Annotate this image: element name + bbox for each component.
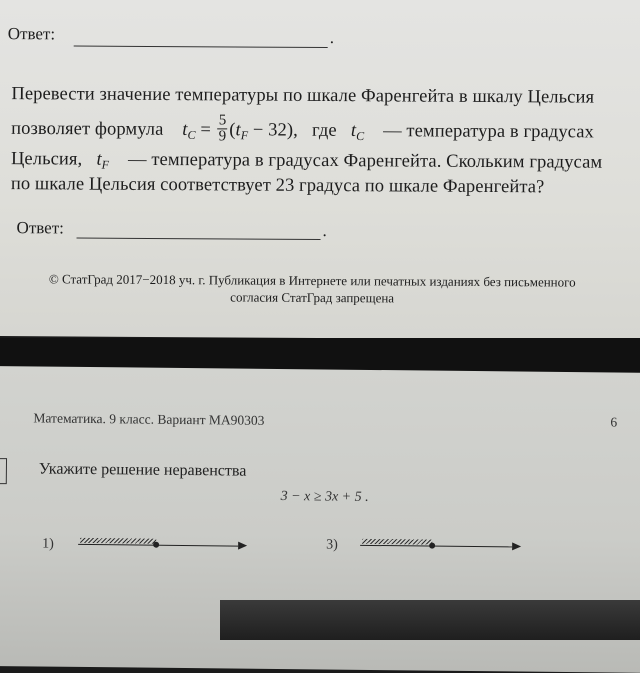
task-text: Укажите решение неравенства (38, 460, 247, 480)
problem-line-4: по шкале Цельсия соответствует 23 градуса по шкале Фаренгейта? (10, 174, 545, 198)
answer-line-bottom[interactable] (77, 238, 321, 240)
problem-line-3-rest: — температура в градусах Фаренгейта. Скольким градусам (128, 149, 603, 173)
formula-paren-open: ( (229, 120, 236, 141)
task-number-box (0, 458, 7, 484)
formula-sub-c: C (187, 127, 196, 142)
option-3-number-line (360, 545, 512, 548)
formula-t-f: t (235, 120, 241, 141)
option-3-hatch (362, 539, 432, 545)
fraction-denominator: 9 (218, 128, 227, 145)
laptop-keyboard-edge (220, 600, 640, 640)
problem-line-3-start: Цельсия, (10, 149, 83, 170)
answer-line-top[interactable] (74, 45, 328, 48)
problem-line-2-end: — температура в градусах (383, 121, 594, 143)
formula-eq: = (195, 119, 216, 141)
answer-dot-bottom: . (322, 221, 327, 241)
formula-sub-f-2: F (101, 157, 110, 172)
page-header: Математика. 9 класс. Вариант МА90303 (33, 410, 265, 428)
page-number: 6 (610, 414, 618, 430)
option-3-point (429, 543, 435, 549)
formula-t-f-2: t (96, 149, 102, 170)
answer-label-bottom: Ответ: (16, 218, 64, 238)
answer-label-top: Ответ: (7, 24, 56, 44)
formula-t: t (182, 119, 188, 140)
inequality: 3 − x ≥ 3x + 5 . (280, 489, 369, 505)
option-3-label[interactable]: 3) (326, 537, 338, 553)
problem-line-1: Перевести значение температуры по шкале Фаренгейта в шкалу Цельсия (11, 84, 595, 108)
formula-fraction (218, 113, 228, 144)
option-1-arrow-icon (238, 542, 247, 550)
problem-line-2-mid: где (312, 120, 337, 141)
problem-line-2-start: позволяет формула (11, 118, 164, 140)
fraction-numerator: 5 (218, 112, 227, 129)
formula-t-c-2: t (350, 120, 357, 141)
copyright-line-2: согласия СтатГрад запрещена (230, 289, 395, 306)
formula-sub-c-2: C (356, 128, 365, 144)
formula-minus: − 32), (248, 120, 298, 141)
problem-line-3 (11, 149, 602, 176)
option-1-label[interactable]: 1) (42, 536, 54, 552)
option-3-arrow-icon (512, 542, 521, 550)
copyright-line-1: © СтатГрад 2017−2018 уч. г. Публикация в Интернете или печатных изданиях без письменного (48, 271, 576, 290)
option-1-point (153, 542, 159, 548)
formula-sub-f: F (240, 128, 249, 143)
problem-line-2 (11, 114, 594, 149)
option-1-hatch (80, 538, 156, 544)
answer-dot-top: . (329, 28, 335, 48)
